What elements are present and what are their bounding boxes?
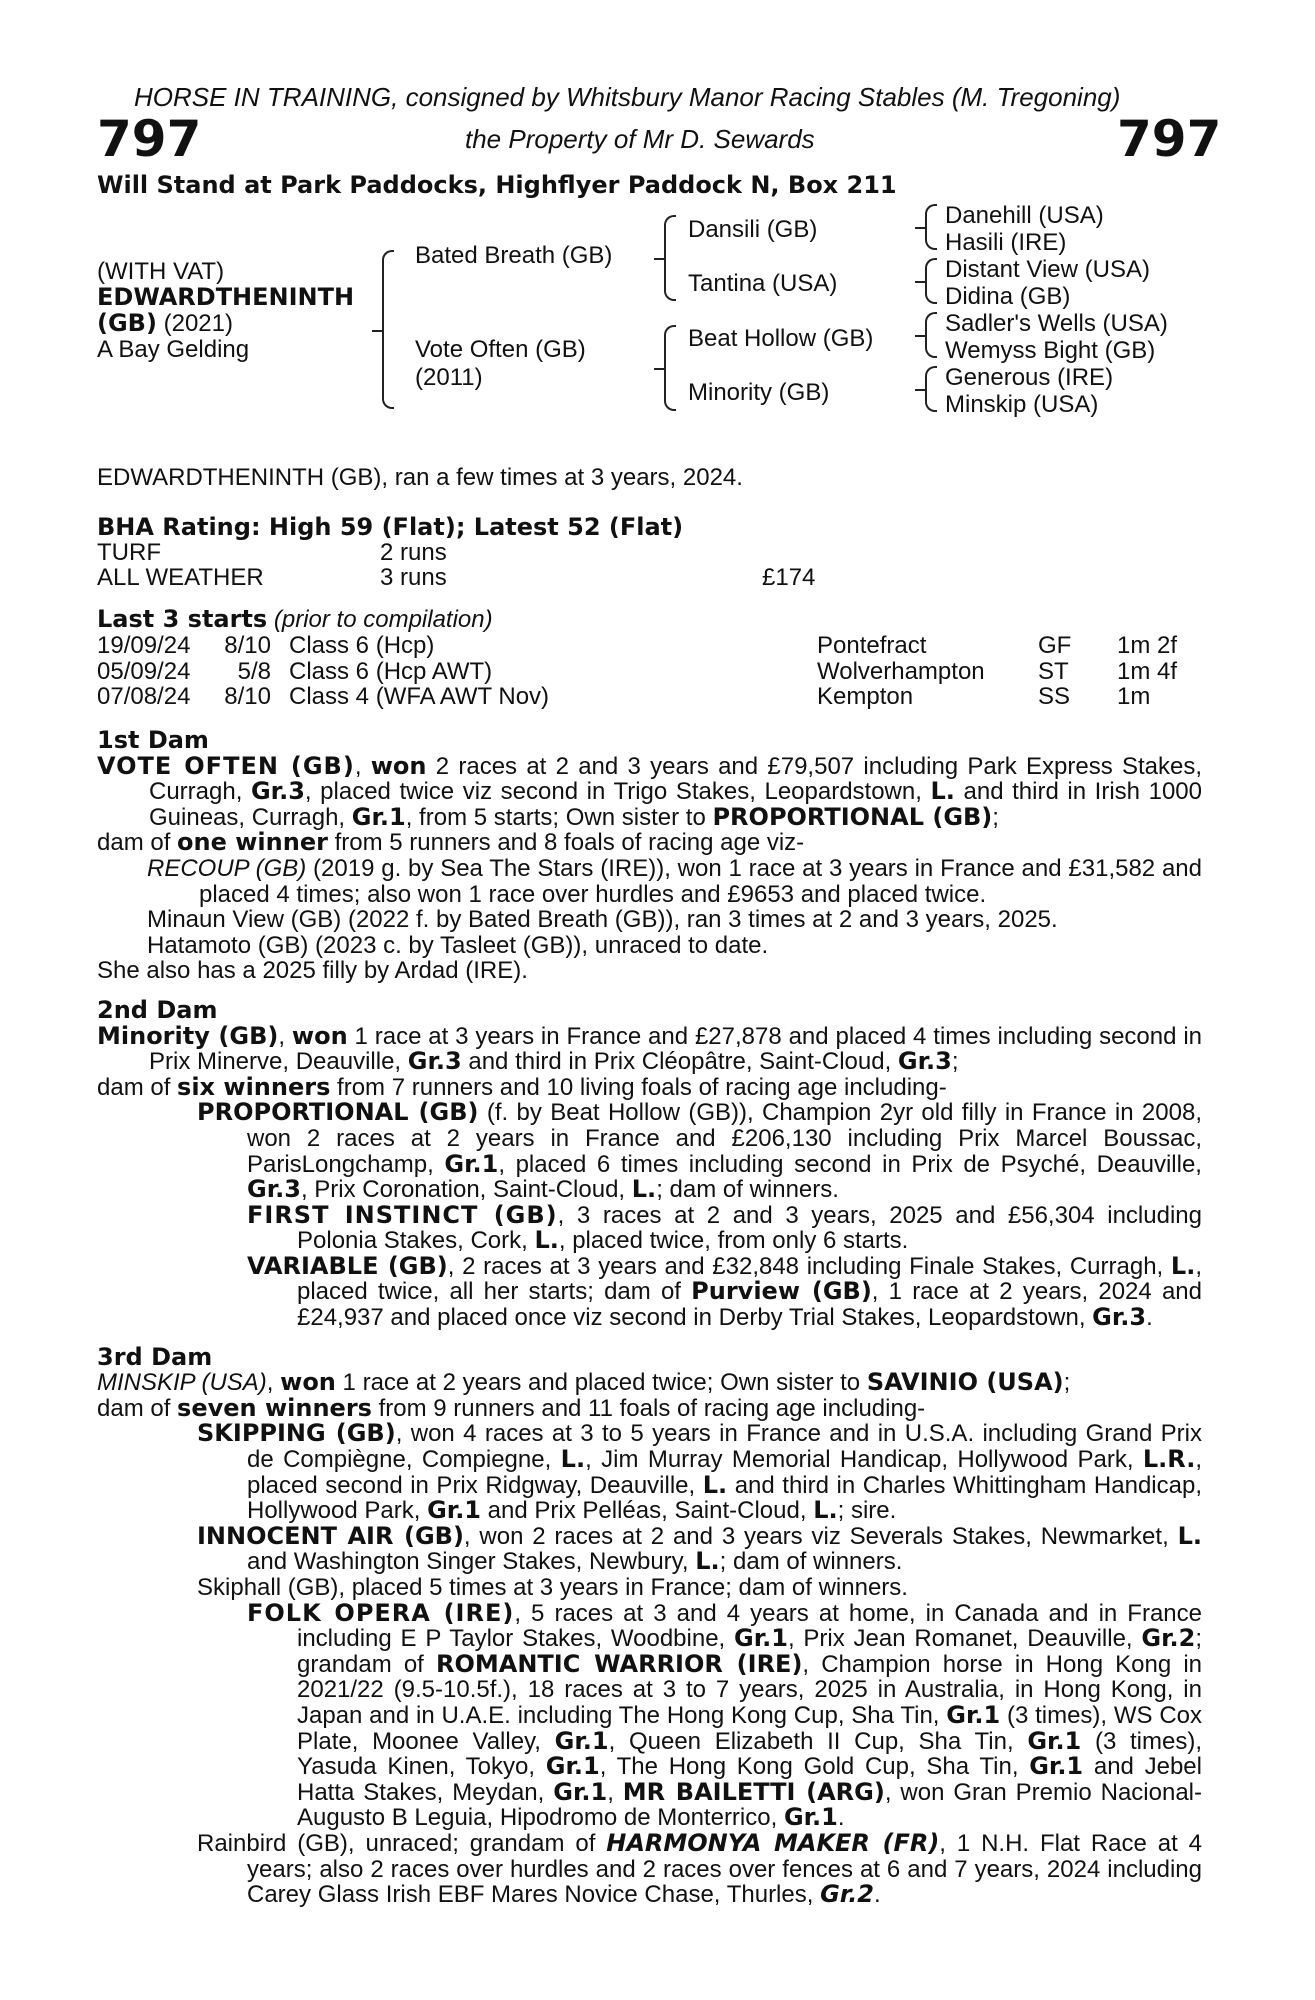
start-date: 05/09/24 xyxy=(97,657,191,685)
turf-label: TURF xyxy=(97,539,161,566)
sire-dam: Tantina (USA) xyxy=(688,270,838,297)
last-starts-heading xyxy=(97,607,493,633)
dam3-produce-line: dam of seven winners from 9 runners and 11 foals of racing age including- xyxy=(97,1393,926,1422)
dam2-record: Minority (GB), won 1 race at 3 years in France and £27,878 and placed 4 times including second in Prix Minerve, Deauville, Gr.3 and third in Prix Cléopâtre, Saint-Cloud, Gr.3; xyxy=(97,1021,1203,1076)
dam1-produce-line: dam of one winner from 5 runners and 8 foals of racing age viz- xyxy=(97,828,805,857)
dam1-note: She also has a 2025 filly by Ardad (IRE). xyxy=(97,957,528,985)
dam2-heading: 2nd Dam xyxy=(97,995,218,1024)
last-starts-title: Last 3 starts xyxy=(97,605,268,633)
start-course: Pontefract xyxy=(817,632,927,659)
brace-dam xyxy=(664,325,676,411)
horse-description: A Bay Gelding xyxy=(97,336,250,363)
start-class: Class 4 (WFA AWT Nov) xyxy=(289,683,550,711)
horse-origin-year xyxy=(97,309,233,338)
dam3-foal-innocent-air: INNOCENT AIR (GB), won 2 races at 2 and 3 years viz Severals Stakes, Newmarket, L. and Washington Singer Stakes, Newbury, L.; dam of winners. xyxy=(197,1521,1202,1576)
dam3-foal-skipping: SKIPPING (GB), won 4 races at 3 to 5 years in France and in U.S.A. including Grand Prix de Compiègne, Compiegne, L., Jim Murray Memorial Handicap, Hollywood Park, L.R., placed second in Prix Ridgway, Deauville, L. and third in Charles Whittingham Handicap, Hollywood Park, Gr.1 and Prix Pelléas, Saint-Cloud, L.; sire. xyxy=(197,1419,1202,1525)
race-summary: EDWARDTHENINTH (GB), ran a few times at 3 years, 2024. xyxy=(97,464,743,491)
start-going: ST xyxy=(1038,657,1069,685)
brace-gen1 xyxy=(382,250,394,409)
dam3-record: MINSKIP (USA), won 1 race at 2 years and placed twice; Own sister to SAVINIO (USA); xyxy=(97,1368,1071,1397)
lot-number-right: 797 xyxy=(1117,110,1222,168)
dam1-heading: 1st Dam xyxy=(97,726,209,754)
dam3-foal-skiphall: Skiphall (GB), placed 5 times at 3 years in France; dam of winners. xyxy=(197,1574,908,1601)
ssd: Hasili (IRE) xyxy=(945,229,1067,256)
start-class: Class 6 (Hcp) xyxy=(289,632,435,659)
dam3-foal-folk-opera: FOLK OPERA (IRE), 5 races at 3 and 4 years at home, in Canada and in France including E P Taylor Stakes, Woodbine, Gr.1, Prix Jean Romanet, Deauville, Gr.2; grandam of ROMANTIC WARRIOR (IRE), Champion horse in Hong Kong in 2021/22 (9.5-10.5f.), 18 races at 3 to 7 years, 2025 in Australia, in Hong Kong, in Japan and in U.A.E. including The Hong Kong Cup, Sha Tin, Gr.1 (3 times), WS Cox Plate, Moonee Valley, Gr.1, Queen Elizabeth II Cup, Sha Tin, Gr.1 (3 times), Yasuda Kinen, Tokyo, Gr.1, The Hong Kong Gold Cup, Sha Tin, Gr.1 and Jebel Hatta Stakes, Meydan, Gr.1, MR BAILETTI (ARG), won Gran Premio Nacional-Augusto B Leguia, Hipodromo de Monterrico, Gr.1. xyxy=(247,1598,1203,1832)
sss: Danehill (USA) xyxy=(945,202,1104,229)
lot-number-left: 797 xyxy=(97,110,202,168)
start-distance: 1m xyxy=(1117,683,1151,711)
start-going: SS xyxy=(1038,683,1071,711)
consignor-line: HORSE IN TRAINING, consigned by Whitsbury Manor Racing Stables (M. Tregoning) xyxy=(134,82,1121,112)
stand-location: Will Stand at Park Paddocks, Highflyer Paddock N, Box 211 xyxy=(97,171,897,199)
start-position: 8/10 xyxy=(224,683,271,711)
aw-prize: £174 xyxy=(762,564,816,591)
brace-ds xyxy=(925,312,937,358)
start-distance: 1m 4f xyxy=(1117,657,1178,685)
dam1-record: VOTE OFTEN (GB), won 2 races at 2 and 3 years and £79,507 including Park Express Stakes, Curragh, Gr.3, placed twice viz second in Trigo Stakes, Leopardstown, L. and third in Irish 1000 Guineas, Curragh, Gr.1, from 5 starts; Own sister to PROPORTIONAL (GB); xyxy=(97,751,1203,831)
dam1-foal-recoup: RECOUP (GB) (2019 g. by Sea The Stars (IRE)), won 1 race at 3 years in France and £31,582 and placed 4 times; also won 1 race over hurdles and £9653 and placed twice. xyxy=(147,854,1202,908)
dam2-produce-line: dam of six winners from 7 runners and 10 living foals of racing age including- xyxy=(97,1072,947,1101)
turf-runs: 2 runs xyxy=(380,539,447,566)
start-position: 5/8 xyxy=(237,657,271,685)
dam-dam: Minority (GB) xyxy=(688,379,830,406)
last-starts-note: (prior to compilation) xyxy=(273,606,493,633)
dam2-foal-variable: VARIABLE (GB), 2 races at 3 years and £32,848 including Finale Stakes, Curragh, L., placed twice, all her starts; dam of Purview (GB), 1 race at 2 years, 2024 and £24,937 and placed once viz second in Derby Trial Stakes, Leopardstown, Gr.3. xyxy=(247,1251,1202,1332)
ddd: Minskip (USA) xyxy=(945,391,1099,418)
sire: Bated Breath (GB) xyxy=(415,242,613,269)
horse-origin: (GB) xyxy=(97,309,157,337)
start-position: 8/10 xyxy=(224,632,271,659)
brace-dd xyxy=(925,366,937,412)
start-course: Wolverhampton xyxy=(817,657,985,685)
dam-year: (2011) xyxy=(415,364,483,391)
horse-name: EDWARDTHENINTH xyxy=(97,283,355,311)
dsd: Wemyss Bight (GB) xyxy=(945,337,1156,364)
dds: Generous (IRE) xyxy=(945,364,1114,391)
dam3-heading: 3rd Dam xyxy=(97,1342,213,1371)
start-distance: 1m 2f xyxy=(1117,632,1178,659)
dam1-foal-minaun: Minaun View (GB) (2022 f. by Bated Breath (GB)), ran 3 times at 2 and 3 years, 2025. xyxy=(147,906,1058,934)
dam1-foal-hatamoto: Hatamoto (GB) (2023 c. by Tasleet (GB)), unraced to date. xyxy=(147,931,769,959)
dam2-foal-first-instinct: FIRST INSTINCT (GB), 3 races at 2 and 3 years, 2025 and £56,304 including Polonia Stakes, Cork, L., placed twice, from only 6 starts. xyxy=(247,1200,1202,1255)
dam: Vote Often (GB) xyxy=(415,336,586,363)
sdd: Didina (GB) xyxy=(945,283,1071,310)
start-class: Class 6 (Hcp AWT) xyxy=(289,657,493,685)
dam-sire: Beat Hollow (GB) xyxy=(688,325,874,352)
bha-rating: BHA Rating: High 59 (Flat); Latest 52 (Flat) xyxy=(97,513,684,541)
aw-label: ALL WEATHER xyxy=(97,564,264,591)
dam-records xyxy=(97,728,1202,1908)
dss: Sadler's Wells (USA) xyxy=(945,310,1168,337)
sds: Distant View (USA) xyxy=(945,256,1150,283)
dam2-foal-proportional: PROPORTIONAL (GB) (f. by Beat Hollow (GB)), Champion 2yr old filly in France in 2008, won 2 races at 2 years in France and £206,130 including Prix Marcel Boussac, ParisLongchamp, Gr.1, placed 6 times including second in Prix de Psyché, Deauville, Gr.3, Prix Coronation, Saint-Cloud, L.; dam of winners. xyxy=(197,1098,1202,1204)
sire-sire: Dansili (GB) xyxy=(688,216,818,243)
brace-sd xyxy=(925,258,937,304)
property-line: the Property of Mr D. Sewards xyxy=(465,124,815,154)
start-date: 19/09/24 xyxy=(97,632,191,659)
start-course: Kempton xyxy=(817,683,914,711)
start-going: GF xyxy=(1038,632,1072,659)
brace-ss xyxy=(925,204,937,250)
brace-sire xyxy=(664,215,676,301)
dam3-foal-rainbird: Rainbird (GB), unraced; grandam of HARMONYA MAKER (FR), 1 N.H. Flat Race at 4 years; also 2 races over hurdles and 2 races over fences at 6 and 7 years, 2024 including Carey Glass Irish EBF Mares Novice Chase, Thurles, Gr.2. xyxy=(197,1828,1202,1909)
vat-note: (WITH VAT) xyxy=(97,258,225,285)
aw-runs: 3 runs xyxy=(380,564,447,591)
horse-year: (2021) xyxy=(163,310,233,337)
start-date: 07/08/24 xyxy=(97,683,191,711)
